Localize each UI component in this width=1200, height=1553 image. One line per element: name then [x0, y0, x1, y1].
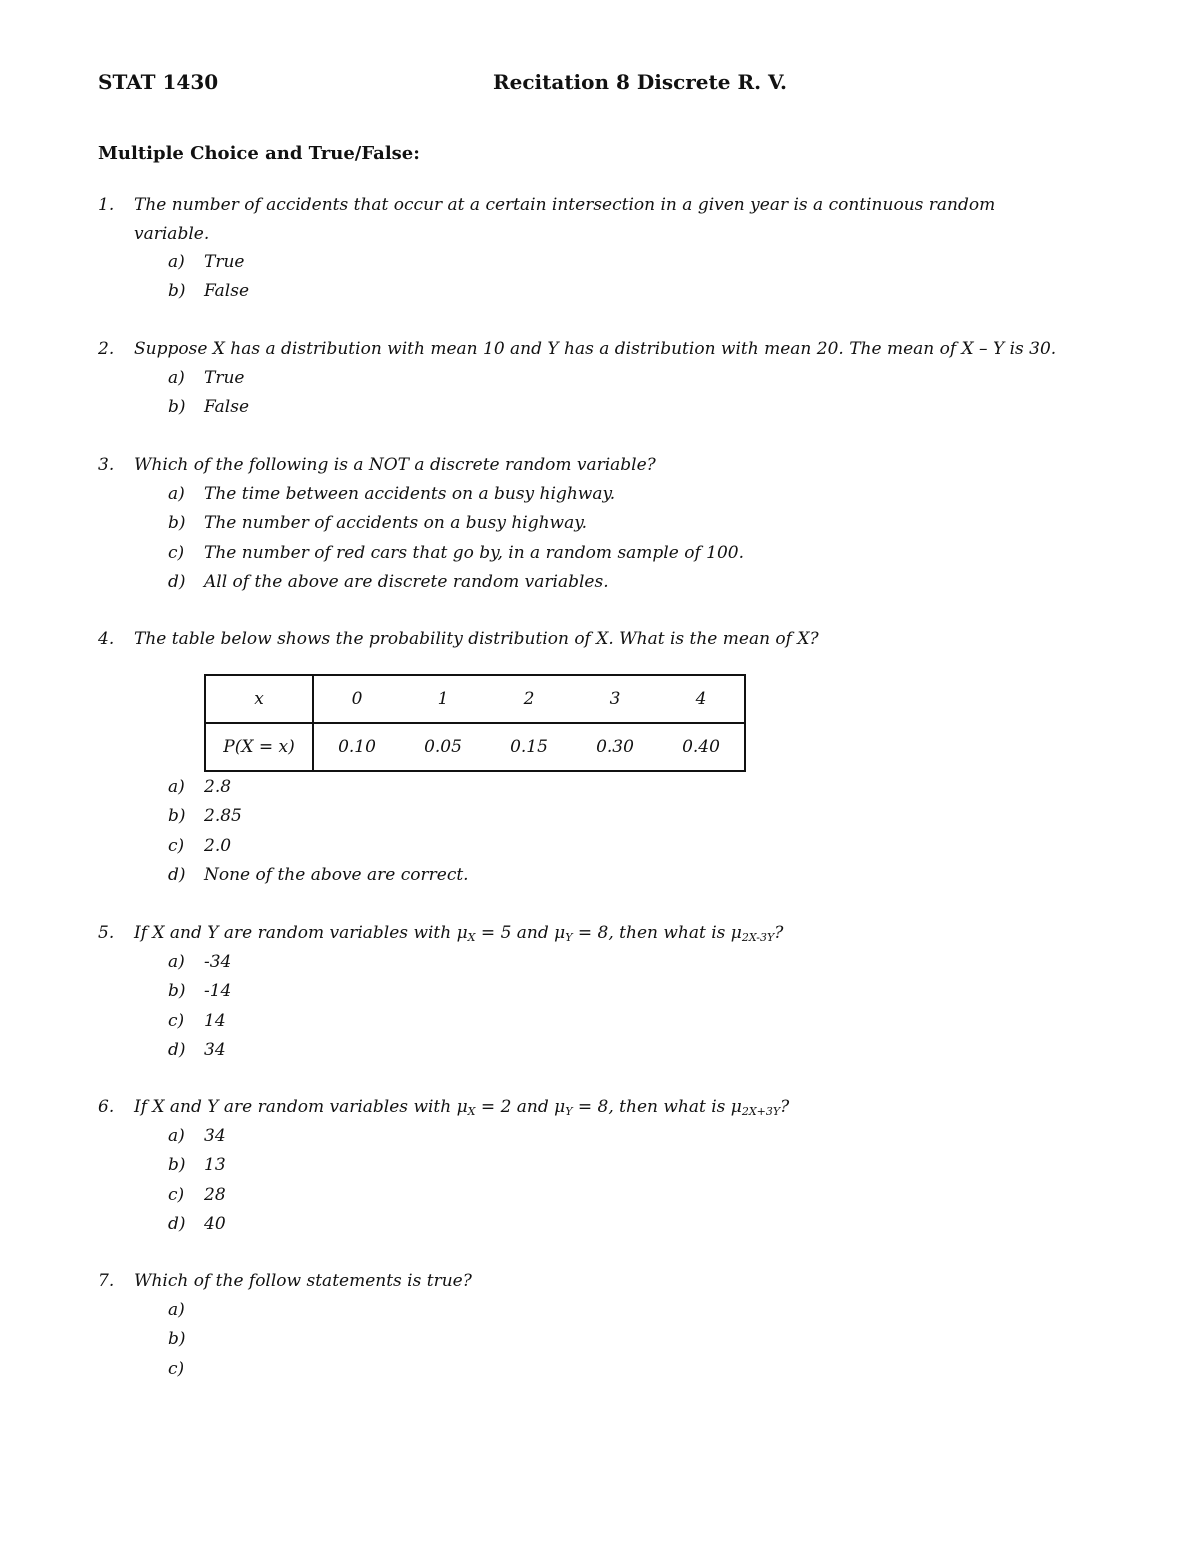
stem-subscript: Y	[565, 931, 573, 944]
section-heading: Multiple Choice and True/False:	[98, 143, 420, 164]
probability-distribution-table	[204, 674, 746, 772]
stem-text: If X and Y are random variables with μ	[134, 923, 468, 943]
option-label: c)	[168, 542, 185, 563]
option-list	[168, 948, 231, 1065]
option-a	[168, 364, 249, 393]
question-stem-line: variable.	[134, 224, 210, 244]
option-label: a)	[168, 484, 185, 504]
question-stem-line: The number of accidents that occur at a certain intersection in a given year is a continuous random	[134, 195, 996, 215]
option-text: -14	[204, 981, 232, 1002]
option-d	[168, 861, 469, 890]
option-label: b)	[168, 281, 186, 302]
stem-text: = 8, then what is μ	[572, 923, 742, 943]
option-list	[168, 1296, 204, 1384]
table-row-probability	[205, 723, 745, 771]
question-stem: The table below shows the probability distribution of X. What is the mean of X?	[134, 629, 819, 649]
option-label: d)	[168, 1039, 186, 1060]
option-label: b)	[168, 397, 186, 418]
option-b	[168, 393, 249, 422]
question-stem: Which of the follow statements is true?	[134, 1271, 472, 1291]
option-list	[168, 248, 249, 307]
question-stem: Suppose X has a distribution with mean 10 and Y has a distribution with mean 20. The mean of X – Y is 30.	[134, 339, 1057, 359]
option-text: 34	[204, 1126, 226, 1146]
question-stem	[134, 191, 1084, 249]
stem-text: ?	[780, 1097, 790, 1117]
option-label: a)	[168, 777, 185, 797]
option-text: 34	[204, 1039, 226, 1060]
table-cell: 3	[572, 675, 658, 723]
option-list	[168, 480, 744, 597]
option-c	[168, 832, 469, 861]
option-b	[168, 1325, 204, 1354]
option-text: All of the above are discrete random variables.	[204, 571, 609, 592]
table-cell: 0.15	[486, 723, 572, 771]
question-number: 4.	[98, 629, 115, 649]
question-stem	[134, 919, 1084, 952]
table-cell: 1	[400, 675, 486, 723]
option-a	[168, 248, 249, 277]
question-stem: Which of the following is a NOT a discrete random variable?	[134, 455, 656, 475]
course-code: STAT 1430	[98, 70, 219, 94]
option-label: c)	[168, 1010, 185, 1031]
option-label: d)	[168, 1213, 186, 1234]
option-text: 40	[204, 1213, 226, 1234]
option-label: d)	[168, 571, 186, 592]
page-header	[98, 70, 1102, 104]
option-text: The number of red cars that go by, in a random sample of 100.	[204, 542, 744, 563]
stem-text: = 2 and μ	[475, 1097, 566, 1117]
stem-text: If X and Y are random variables with μ	[134, 1097, 468, 1117]
question-stem	[134, 1093, 1084, 1126]
table-cell: 4	[658, 675, 745, 723]
option-label: c)	[168, 1184, 185, 1205]
option-a	[168, 948, 231, 977]
option-c	[168, 1181, 226, 1210]
table-cell-head: P(X = x)	[205, 723, 313, 771]
option-label: b)	[168, 513, 186, 534]
question-number: 2.	[98, 339, 115, 359]
question-number: 3.	[98, 455, 115, 475]
option-b	[168, 277, 249, 306]
table-cell: 0.40	[658, 723, 745, 771]
option-d	[168, 1036, 231, 1065]
option-label: b)	[168, 981, 186, 1002]
table-row-x	[205, 675, 745, 723]
table-cell: 0	[313, 675, 400, 723]
table-cell: 0.05	[400, 723, 486, 771]
option-text: -34	[204, 952, 232, 972]
option-label: b)	[168, 1329, 186, 1350]
option-c	[168, 1007, 231, 1036]
option-text: The number of accidents on a busy highway.	[204, 513, 587, 534]
option-d	[168, 568, 744, 597]
option-label: c)	[168, 1358, 185, 1379]
stem-text: ?	[774, 923, 784, 943]
stem-subscript: 2X-3Y	[741, 931, 775, 944]
stem-text: = 5 and μ	[475, 923, 566, 943]
stem-subscript: Y	[565, 1105, 573, 1118]
option-text: 13	[204, 1155, 226, 1176]
option-d	[168, 1210, 226, 1239]
option-list	[168, 1122, 226, 1239]
option-label: a)	[168, 368, 185, 388]
option-text: The time between accidents on a busy highway.	[204, 484, 616, 504]
option-text: 2.8	[204, 777, 232, 797]
option-b	[168, 1151, 226, 1180]
table-cell-head: x	[205, 675, 313, 723]
option-b	[168, 509, 744, 538]
option-text: False	[204, 397, 249, 418]
option-label: a)	[168, 1300, 185, 1320]
option-b	[168, 802, 469, 831]
option-b	[168, 977, 231, 1006]
option-text: None of the above are correct.	[204, 864, 469, 885]
question-number: 5.	[98, 923, 115, 943]
stem-subscript: X	[467, 1105, 476, 1118]
option-list	[168, 364, 249, 423]
table-cell: 2	[486, 675, 572, 723]
option-text: True	[204, 252, 245, 272]
table-cell: 0.30	[572, 723, 658, 771]
option-text: True	[204, 368, 245, 388]
option-c	[168, 1355, 204, 1384]
option-label: d)	[168, 864, 186, 885]
stem-subscript: X	[467, 931, 476, 944]
option-a	[168, 1122, 226, 1151]
option-label: b)	[168, 806, 186, 827]
option-a	[168, 480, 744, 509]
option-list	[168, 773, 469, 890]
option-label: b)	[168, 1155, 186, 1176]
table-cell: 0.10	[313, 723, 400, 771]
question-number: 1.	[98, 195, 115, 215]
option-label: a)	[168, 952, 185, 972]
document-title: Recitation 8 Discrete R. V.	[493, 70, 787, 94]
option-text: False	[204, 281, 249, 302]
option-label: c)	[168, 835, 185, 856]
option-text: 2.0	[204, 835, 232, 856]
stem-text: = 8, then what is μ	[572, 1097, 742, 1117]
option-label: a)	[168, 1126, 185, 1146]
option-text: 14	[204, 1010, 226, 1031]
option-a	[168, 773, 469, 802]
question-number: 6.	[98, 1097, 115, 1117]
option-text: 2.85	[204, 806, 242, 827]
option-a	[168, 1296, 204, 1325]
stem-subscript: 2X+3Y	[741, 1105, 781, 1118]
question-number: 7.	[98, 1271, 115, 1291]
option-text: 28	[204, 1184, 226, 1205]
option-c	[168, 539, 744, 568]
option-label: a)	[168, 252, 185, 272]
